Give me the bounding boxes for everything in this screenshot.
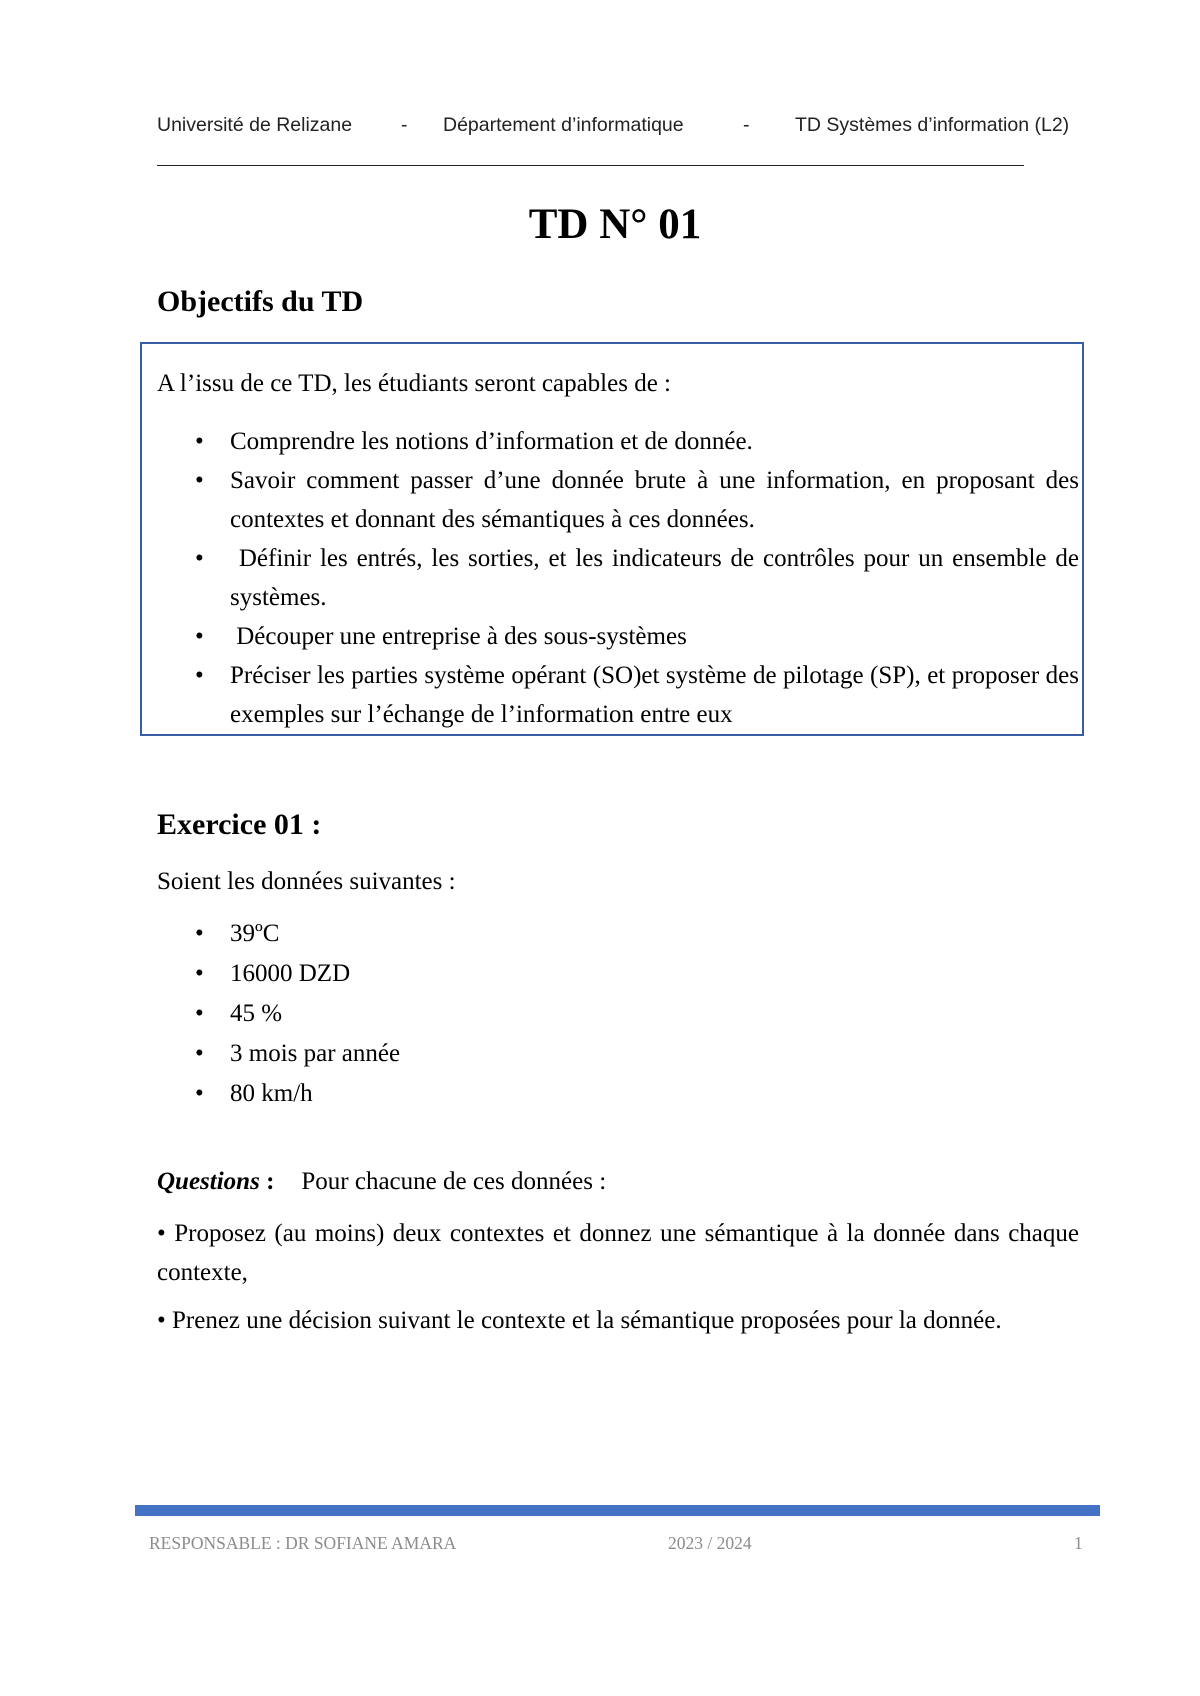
page-title: TD N° 01 [528,201,702,248]
list-item: • 45 % [157,994,400,1034]
question-item: • Prenez une décision suivant le contexte et la sémantique proposées pour la donnée. [157,1307,1002,1334]
list-item: • 39ºC [157,914,400,954]
bullet-icon: • [195,1080,204,1107]
list-item: • Préciser les parties système opérant (SO)et système de pilotage (SP), et proposer des exemples sur l’échange de l’information entre eux [157,656,1079,734]
question-item: • Proposez (au moins) deux contextes et donnez une sémantique à la donnée dans chaque contexte, [157,1220,1079,1286]
header-department: Département d’informatique [443,114,684,136]
page-number: 1 [1074,1533,1083,1553]
bullet-icon: • [195,1000,204,1027]
objectives-heading: Objectifs du TD [157,285,364,318]
list-item: • Savoir comment passer d’une donnée brute à une information, en proposant des contextes et donnant des sémantiques à ces données. [157,461,1079,539]
objectives-list [157,422,1086,734]
bullet-icon: • [195,545,204,572]
list-item: • Comprendre les notions d’information et de donnée. [157,422,1079,461]
list-item: • 16000 DZD [157,954,400,994]
header-course: TD Systèmes d’information (L2) [795,114,1070,136]
bullet-icon: • [195,662,204,689]
data-list [157,914,400,1114]
questions-intro: Pour chacune de ces données : [301,1168,607,1195]
objectives-intro: A l’issu de ce TD, les étudiants seront capables de : [157,370,671,397]
questions-label: Questions [157,1168,260,1195]
header-university: Université de Relizane [157,114,353,136]
bullet-icon: • [195,960,204,987]
footer-responsible: RESPONSABLE : DR SOFIANE AMARA [149,1533,457,1553]
bullet-icon: • [195,623,204,650]
list-item: • Découper une entreprise à des sous-systèmes [157,617,1079,656]
questions-colon: : [259,1168,275,1195]
list-item: • Définir les entrés, les sorties, et les indicateurs de contrôles pour un ensemble de systèmes. [157,539,1079,617]
exercise-heading: Exercice 01 : [157,808,322,841]
bullet-icon: • [195,467,204,494]
bullet-icon: • [195,920,204,947]
bullet-icon: • [195,428,204,455]
header-separator: - [743,114,750,136]
bullet-icon: • [195,1040,204,1067]
header-rule [157,165,1024,166]
header-separator: - [401,114,408,136]
exercise-lead: Soient les données suivantes : [157,868,456,895]
list-item: • 80 km/h [157,1074,400,1114]
footer-year: 2023 / 2024 [668,1533,752,1553]
list-item: • 3 mois par année [157,1034,400,1074]
footer-bar [135,1505,1100,1516]
questions-line [157,1162,606,1201]
